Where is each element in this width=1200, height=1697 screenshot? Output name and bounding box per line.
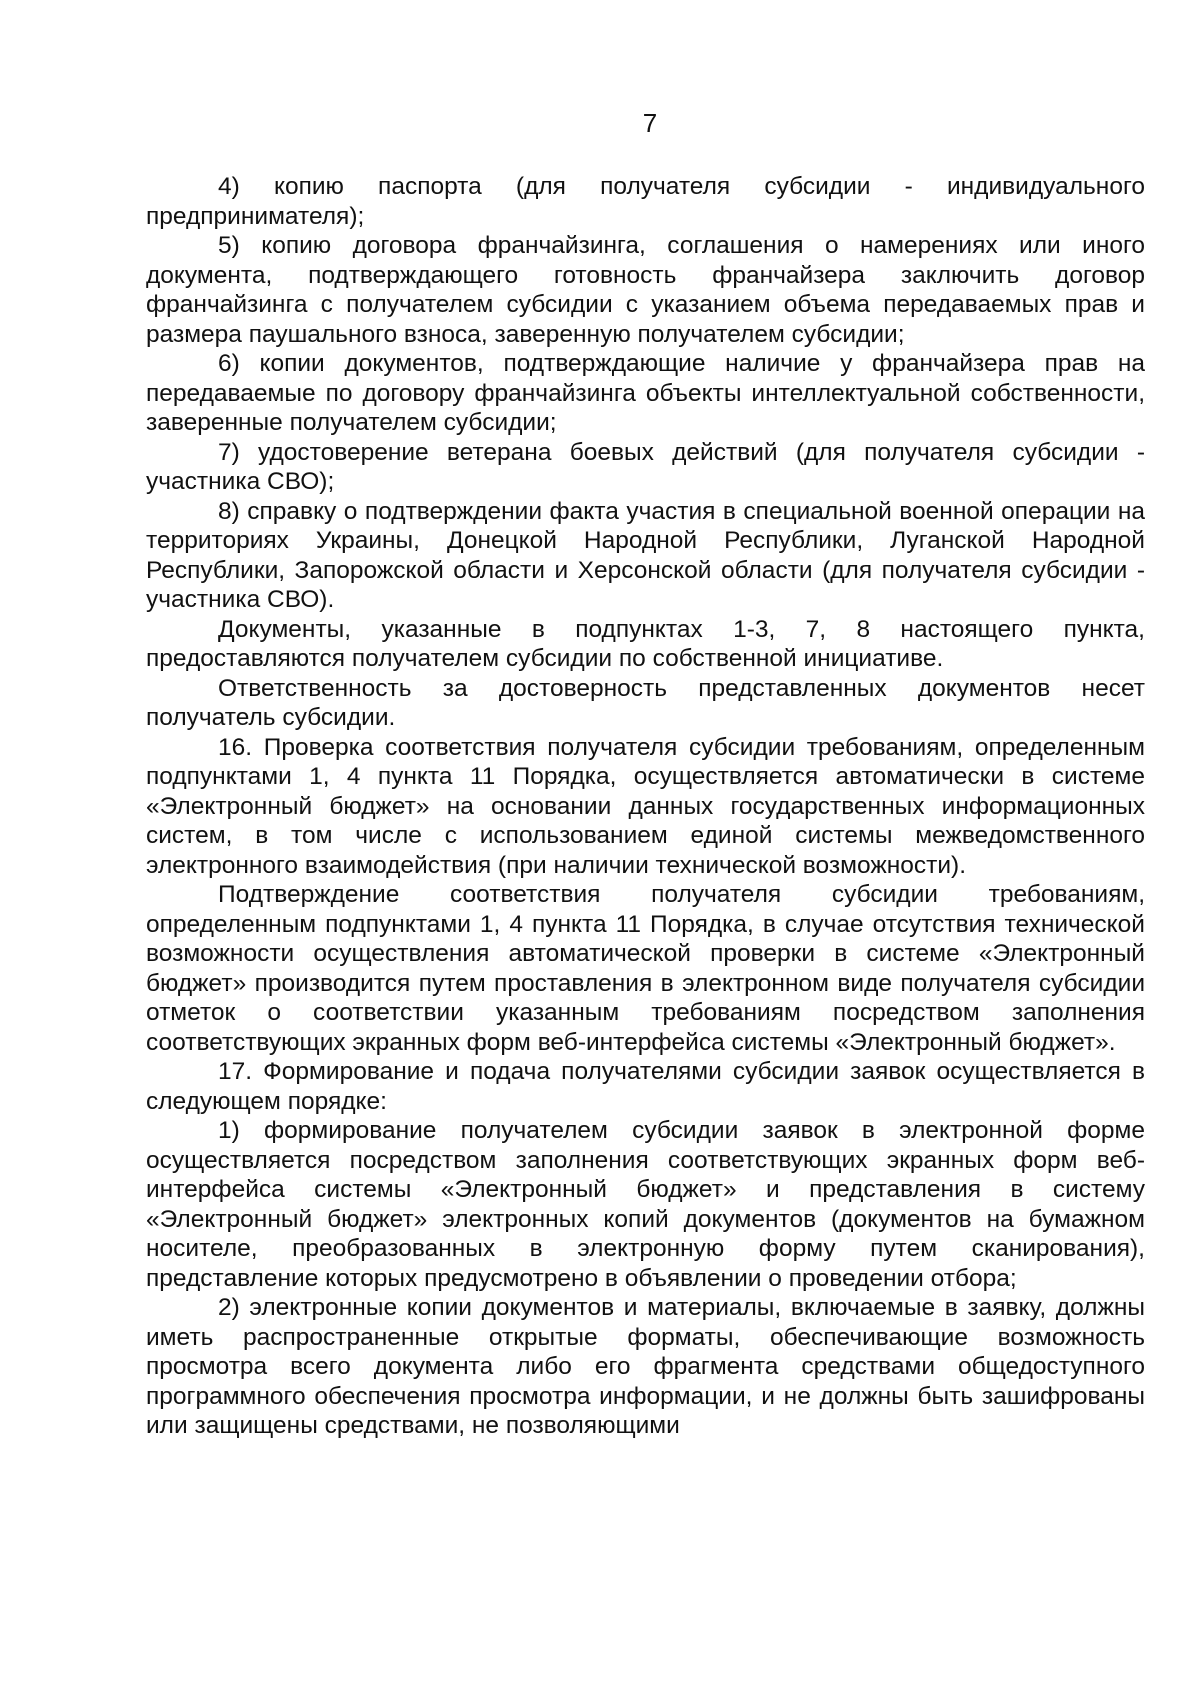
paragraph-section-16: 16. Проверка соответствия получателя субсидии требованиям, определенным подпунктами 1, 4 пункта 11 Порядка, осуществляется автоматически в системе «Электронный бюджет» на основании данных государственных информационных систем, в том числе с использованием единой системы межведомственного электронного взаимодействия (при наличии технической возможности). [146,733,1145,879]
paragraph-responsibility: Ответственность за достоверность представленных документов несет получатель субсидии. [146,674,1145,731]
paragraph-item-8: 8) справку о подтверждении факта участия в специальной военной операции на территориях Украины, Донецкой Народной Республики, Луганской Народной Республики, Запорожской области и Херсонской области (для получателя субсидии - участника СВО). [146,497,1145,613]
paragraph-section-17: 17. Формирование и подача получателями субсидии заявок осуществляется в следующем порядке: [146,1058,1145,1115]
document-body [146,172,1145,1441]
paragraph-item-4: 4) копию паспорта (для получателя субсидии - индивидуального предпринимателя); [146,173,1145,230]
paragraph-confirmation: Подтверждение соответствия получателя субсидии требованиям, определенным подпунктами 1, 4 пункта 11 Порядка, в случае отсутствия технической возможности осуществления автоматической проверки в системе «Электронный бюджет» производится путем проставления в электронном виде получателя субсидии отметок о соответствии указанным требованиям посредством заполнения соответствующих экранных форм веб-интерфейса системы «Электронный бюджет». [146,881,1145,1056]
paragraph-item-5: 5) копию договора франчайзинга, соглашения о намерениях или иного документа, подтверждающего готовность франчайзера заключить договор франчайзинга с получателем субсидии с указанием объема передаваемых прав и размера паушального взноса, заверенную получателем субсидии; [146,232,1145,348]
paragraph-item-6: 6) копии документов, подтверждающие наличие у франчайзера прав на передаваемые по договору франчайзинга объекты интеллектуальной собственности, заверенные получателем субсидии; [146,350,1145,436]
paragraph-item-17-2: 2) электронные копии документов и материалы, включаемые в заявку, должны иметь распространенные открытые форматы, обеспечивающие возможность просмотра всего документа либо его фрагмента средствами общедоступного программного обеспечения просмотра информации, и не должны быть зашифрованы или защищены средствами, не позволяющими [146,1294,1145,1439]
paragraph-item-7: 7) удостоверение ветерана боевых действий (для получателя субсидии - участника СВО); [146,438,1145,495]
paragraph-item-17-1: 1) формирование получателем субсидии заявок в электронной форме осуществляется посредством заполнения соответствующих экранных форм веб-интерфейса системы «Электронный бюджет» и представления в систему «Электронный бюджет» электронных копий документов (документов на бумажном носителе, преобразованных в электронную форму путем сканирования), представление которых предусмотрено в объявлении о проведении отбора; [146,1117,1145,1292]
page-number: 7 [642,108,658,138]
paragraph-documents-note: Документы, указанные в подпунктах 1-3, 7, 8 настоящего пункта, предоставляются получателем субсидии по собственной инициативе. [146,615,1145,672]
